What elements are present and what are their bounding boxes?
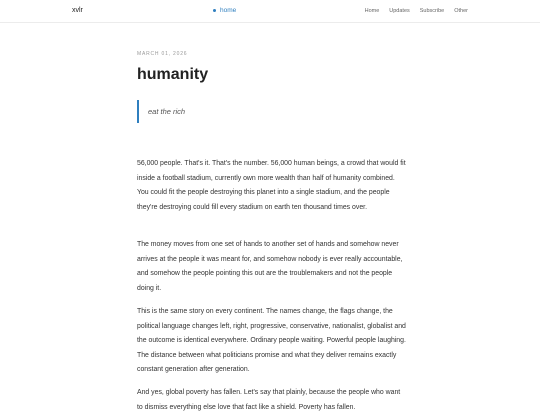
post-title: humanity	[137, 66, 209, 83]
nav-updates-link[interactable]: Updates	[389, 8, 410, 14]
nav-subscribe-link[interactable]: Subscribe	[419, 8, 445, 14]
post-quote-text: eat the rich	[148, 107, 186, 116]
brand-link[interactable]: xvlr	[72, 7, 83, 14]
paragraph: This is the same story on every continent. The names change, the flags change, the political language changes left, right, progressive, conservative, nationalist, globalist and the outcome is identical everywhere. Ordinary people waiting. Powerful people laughing. The distance between what politicians promise and what they deliver remains exactly constant generation after generation.	[137, 308, 406, 373]
current-page-indicator[interactable]	[213, 7, 236, 14]
active-dot-icon	[213, 9, 216, 12]
current-page-label: home	[220, 7, 237, 14]
nav-other-link[interactable]: Other	[454, 8, 468, 14]
site-header	[0, 0, 540, 23]
post-date: MARCH 01, 2026	[137, 51, 188, 57]
nav-home-link[interactable]: Home	[364, 8, 380, 14]
paragraph: The money moves from one set of hands to another set of hands and somehow never arrives at the people it was meant for, and somehow nobody is ever really accountable, and somehow the people pointing this out are the troublemakers and not the people doing it.	[137, 241, 403, 292]
main-nav	[355, 8, 468, 14]
paragraph: And yes, global poverty has fallen. Let's say that plainly, because the people who want to dismiss everything else love that fact like a shield. Poverty has fallen.	[137, 389, 401, 411]
post-quote	[137, 100, 185, 123]
paragraph: 56,000 people. That's it. That's the number. 56,000 human beings, a crowd that would fit inside a football stadium, currently own more wealth than half of humanity combined. You could fit the people destroying this planet into a single stadium, and the people they're destroying could fill every stadium on earth ten thousand times over.	[137, 160, 406, 211]
